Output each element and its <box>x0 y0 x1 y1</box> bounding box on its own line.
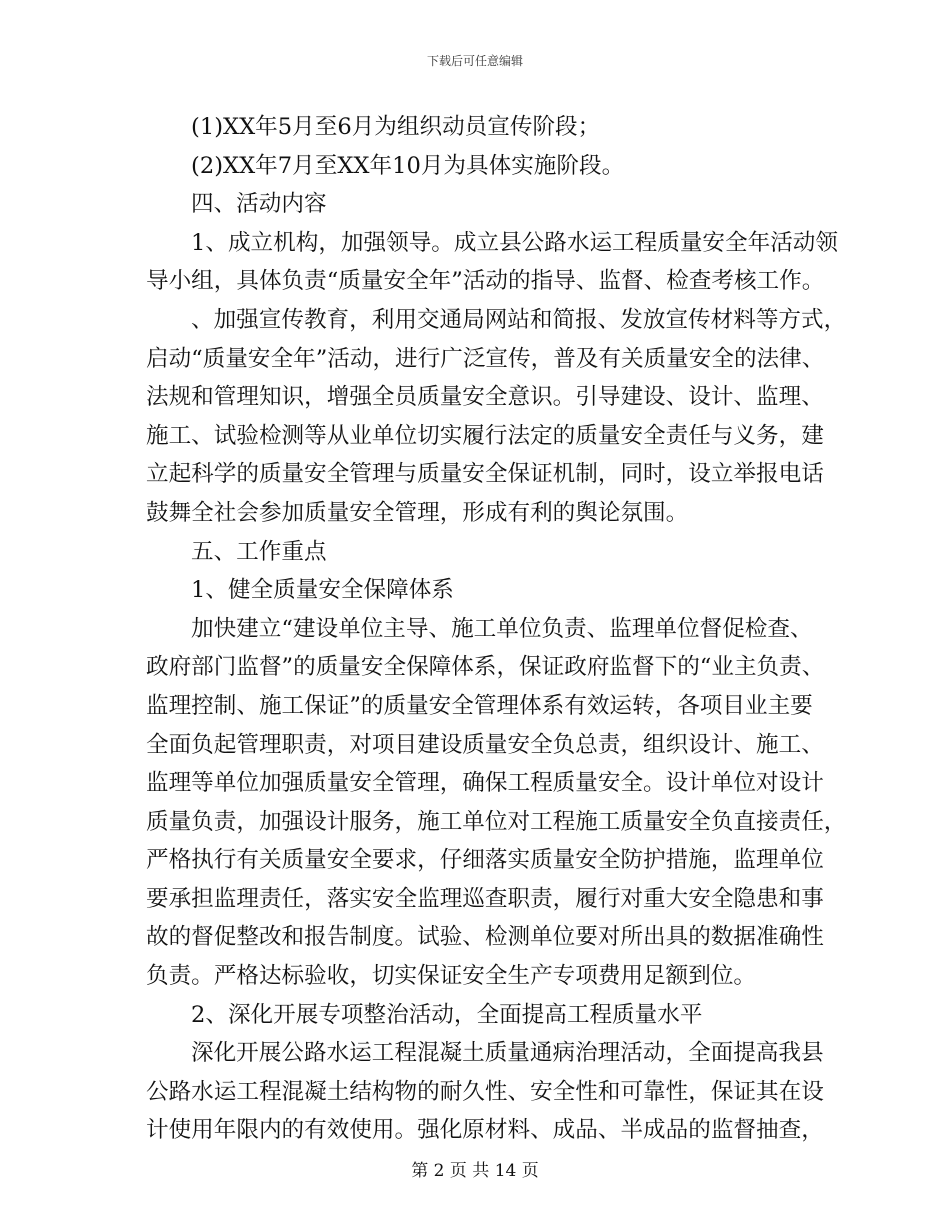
text-line: 1、成立机构，加强领导。成立县公路水运工程质量安全年活动领 <box>191 229 838 256</box>
text-line: 、加强宣传教育，利用交通局网站和简报、发放宣传材料等方式， <box>191 306 847 333</box>
text-line: 严格执行有关质量安全要求，仔细落实质量安全防护措施，监理单位 <box>146 847 824 874</box>
text-line: (1)XX年5月至6月为组织动员宣传阶段； <box>191 114 601 140</box>
text-line: 施工、试验检测等从业单位切实履行法定的质量安全责任与义务，建 <box>146 422 824 449</box>
text-line: 鼓舞全社会参加质量安全管理，形成有利的舆论氛围。 <box>146 499 689 526</box>
text-line: 监理等单位加强质量安全管理，确保工程质量安全。设计单位对设计 <box>146 770 824 797</box>
document-body <box>146 108 847 1150</box>
text-line: 要承担监理责任，落实安全监理巡查职责，履行对重大安全隐患和事 <box>146 885 824 912</box>
text-line: 计使用年限内的有效使用。强化原材料、成品、半成品的监督抽查， <box>146 1117 824 1144</box>
page-footer-number: 第 2 页 共 14 页 <box>411 1161 539 1181</box>
text-line: 加快建立“建设单位主导、施工单位负责、监理单位督促检查、 <box>191 615 813 642</box>
text-line: 导小组，具体负责“质量安全年”活动的指导、监督、检查考核工作。 <box>146 268 825 295</box>
text-line: 五、工作重点 <box>191 538 327 565</box>
text-line: 启动“质量安全年”活动，进行广泛宣传，普及有关质量安全的法律、 <box>146 345 825 372</box>
text-line: 公路水运工程混凝土结构物的耐久性、安全性和可靠性，保证其在设 <box>146 1078 824 1105</box>
text-line: 故的督促整改和报告制度。试验、检测单位要对所出具的数据准确性 <box>146 924 824 951</box>
text-line: (2)XX年7月至XX年10月为具体实施阶段。 <box>191 152 625 179</box>
text-line: 法规和管理知识，增强全员质量安全意识。引导建设、设计、监理、 <box>146 384 824 411</box>
text-line: 立起科学的质量安全管理与质量安全保证机制，同时，设立举报电话 <box>146 461 824 488</box>
text-line: 监理控制、施工保证”的质量安全管理体系有效运转，各项目业主要 <box>146 692 813 719</box>
page-header-note: 下载后可任意编辑 <box>426 54 523 68</box>
text-line: 全面负起管理职责，对项目建设质量安全负总责，组织设计、施工、 <box>146 731 824 758</box>
text-line: 1、健全质量安全保障体系 <box>191 577 454 604</box>
text-line: 四、活动内容 <box>191 191 327 218</box>
text-line: 质量负责，加强设计服务，施工单位对工程施工质量安全负直接责任， <box>146 808 847 835</box>
text-line: 政府部门监督”的质量安全保障体系，保证政府监督下的“业主负责、 <box>146 654 825 681</box>
text-line: 负责。严格达标验收，切实保证安全生产专项费用足额到位。 <box>146 963 757 990</box>
text-line: 深化开展公路水运工程混凝土质量通病治理活动，全面提高我县 <box>191 1040 824 1067</box>
text-line: 2、深化开展专项整治活动，全面提高工程质量水平 <box>191 1001 703 1028</box>
